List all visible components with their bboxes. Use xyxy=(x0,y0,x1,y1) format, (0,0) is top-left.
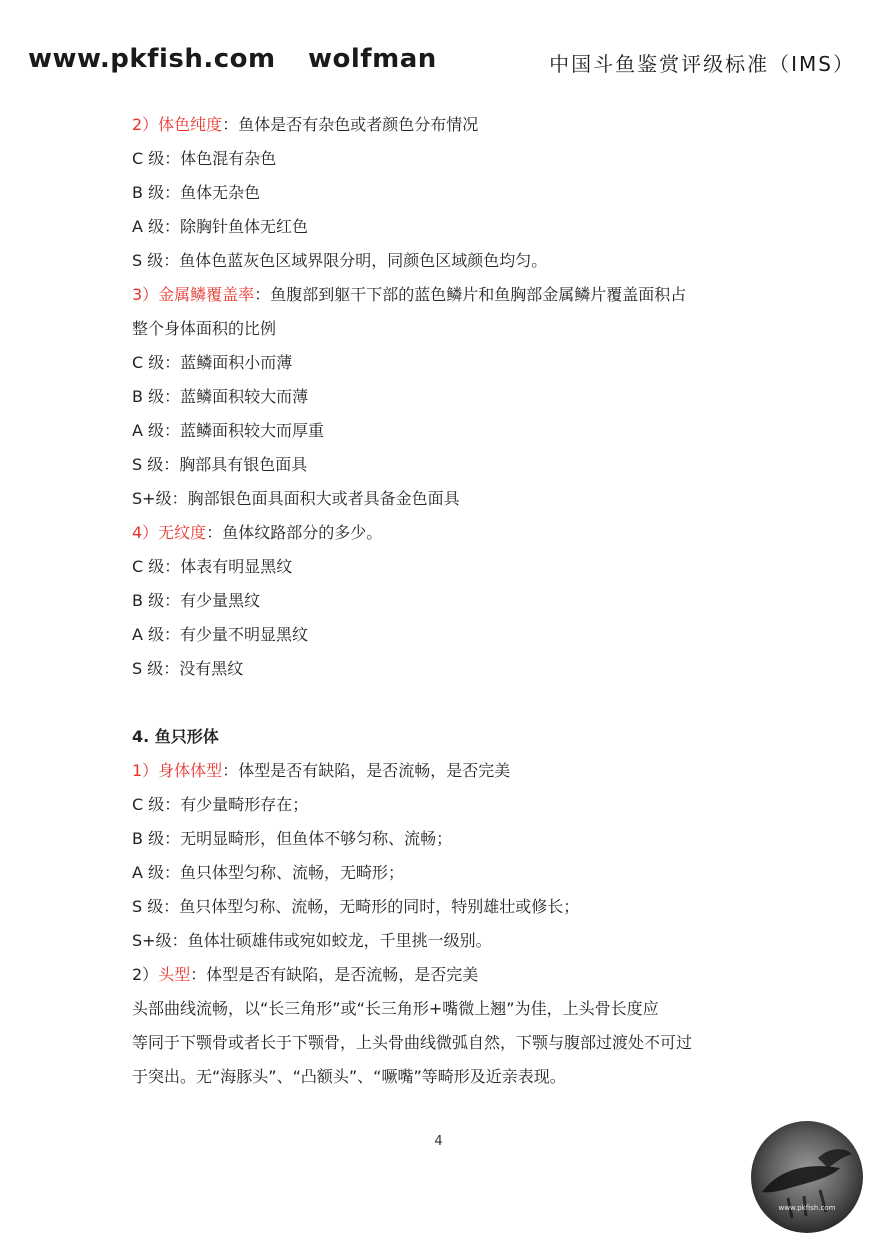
section-no-stripe xyxy=(132,516,772,550)
spacer xyxy=(132,686,772,720)
page-number: 4 xyxy=(434,1134,443,1149)
grade-line: S 级：鱼只体型匀称、流畅，无畸形的同时，特别雄壮或修长； xyxy=(132,897,580,916)
grade-line: S 级：鱼体色蓝灰色区域界限分明，同颜色区域颜色均匀。 xyxy=(132,251,548,270)
section-label: 头型 xyxy=(158,965,191,984)
section-color-purity xyxy=(132,108,772,142)
section-desc: ：体型是否有缺陷，是否流畅，是否完美 xyxy=(222,761,511,780)
grade-line: A 级：蓝鳞面积较大而厚重 xyxy=(132,421,325,440)
grade-line: B 级：有少量黑纹 xyxy=(132,591,261,610)
grade-line: C 级：体色混有杂色 xyxy=(132,149,277,168)
grade-line: C 级：体表有明显黑纹 xyxy=(132,557,293,576)
paragraph-line: 等同于下颚骨或者长于下颚骨，上头骨曲线微弧自然，下颚与腹部过渡处不可过 xyxy=(132,1033,693,1052)
grade-line: A 级：鱼只体型匀称、流畅，无畸形； xyxy=(132,863,405,882)
grade-line: B 级：鱼体无杂色 xyxy=(132,183,261,202)
section-desc: ：鱼体纹路部分的多少。 xyxy=(206,523,383,542)
grade-line: B 级：蓝鳞面积较大而薄 xyxy=(132,387,309,406)
seal-text: www.pkfish.com xyxy=(778,1204,836,1212)
section-desc-cont: 整个身体面积的比例 xyxy=(132,319,277,338)
header-author: wolfman xyxy=(308,44,437,74)
grade-line: C 级：蓝鳞面积小而薄 xyxy=(132,353,293,372)
grade-line: S+级：胸部银色面具面积大或者具备金色面具 xyxy=(132,489,460,508)
section-desc: ：鱼体是否有杂色或者颜色分布情况 xyxy=(222,115,479,134)
grade-line: B 级：无明显畸形，但鱼体不够匀称、流畅； xyxy=(132,829,453,848)
section-body-shape xyxy=(132,754,772,788)
section-label: 1）身体体型 xyxy=(132,761,223,780)
section-head-shape xyxy=(132,958,772,992)
section-label: 2）体色纯度 xyxy=(132,115,223,134)
grade-line: S+级：鱼体壮硕雄伟或宛如蛟龙，千里挑一级别。 xyxy=(132,931,492,950)
grade-line: C 级：有少量畸形存在； xyxy=(132,795,309,814)
section-label: 4）无纹度 xyxy=(132,523,207,542)
page-header xyxy=(0,0,877,90)
grade-line: S 级：胸部具有银色面具 xyxy=(132,455,308,474)
document-body xyxy=(132,108,772,1094)
paragraph-line: 头部曲线流畅，以“长三角形”或“长三角形+嘴微上翘”为佳，上头骨长度应 xyxy=(132,999,659,1018)
header-site: www.pkfish.com xyxy=(28,44,276,74)
header-title: 中国斗鱼鉴赏评级标准（IMS） xyxy=(549,52,855,76)
section-desc: ：鱼腹部到躯干下部的蓝色鳞片和鱼胸部金属鳞片覆盖面积占 xyxy=(254,285,687,304)
section-metal-scale xyxy=(132,278,772,312)
paragraph-line: 于突出。无“海豚头”、“凸额头”、“噘嘴”等畸形及近亲表现。 xyxy=(132,1067,566,1086)
grade-line: A 级：除胸针鱼体无红色 xyxy=(132,217,309,236)
section-heading: 4. 鱼只形体 xyxy=(132,727,219,746)
ink-seal-logo xyxy=(748,1118,866,1236)
grade-line: S 级：没有黑纹 xyxy=(132,659,244,678)
grade-line: A 级：有少量不明显黑纹 xyxy=(132,625,309,644)
section-prefix: 2） xyxy=(132,965,159,984)
section-desc: ：体型是否有缺陷，是否流畅，是否完美 xyxy=(190,965,479,984)
section-label: 3）金属鳞覆盖率 xyxy=(132,285,255,304)
